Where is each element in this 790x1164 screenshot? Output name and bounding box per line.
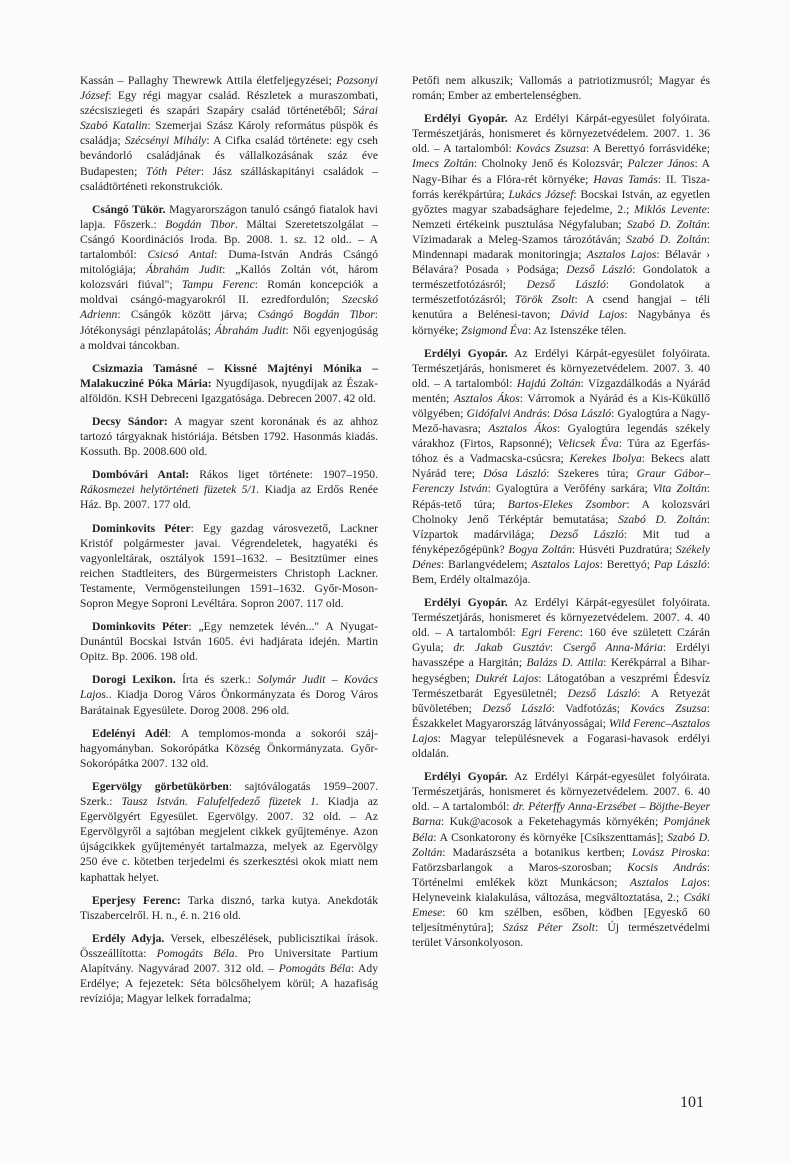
author-name: Kocsis András — [627, 860, 707, 874]
entry-text: : Kuk@acosok a Feketehagymás környékén; — [440, 815, 664, 829]
author-name: Balázs D. Attila — [526, 656, 604, 670]
author-name: Tóth Péter — [145, 164, 201, 178]
author-name: Dávid Lajos — [560, 308, 625, 322]
author-name: Tausz István. Falufelfedező füzetek 1. — [121, 795, 319, 809]
author-name: Dezső László — [567, 686, 638, 700]
entry-heading: Eperjesy Ferenc: — [92, 893, 181, 907]
entry-text: Versek, elbeszélések, publicisztikai írások. Összeállította: — [80, 931, 378, 960]
bibliography-entry — [80, 726, 378, 771]
entry-heading: Egervölgy görbetükörben — [92, 779, 229, 793]
author-name: Dukrét Lajos — [475, 671, 539, 685]
author-name: Zsigmond Éva — [461, 323, 528, 337]
bibliography-entry — [80, 672, 378, 717]
entry-text: : Ady Erdélye; A fejezetek: Séta bölcsőhelyem körül; A hazafiság revíziója; Magyar lelkek forradalma; — [80, 961, 378, 1006]
entry-text: : Az Istenszéke télen. — [527, 323, 627, 337]
author-name: Szecskó Adrienn — [80, 293, 378, 322]
entry-text: : „Kallós Zoltán vót, három kolozsvári fiúval"; — [80, 263, 378, 292]
bibliography-entry — [80, 73, 378, 194]
author-name: Ábrahám Judit — [145, 263, 223, 277]
entry-heading: Erdélyi Gyopár. — [424, 346, 508, 360]
entry-heading: Erdélyi Gyopár. — [424, 770, 508, 784]
entry-text: : Jótékonysági pénzlapátolás; — [80, 308, 378, 337]
author-name: Török Zsolt — [514, 293, 575, 307]
entry-text: : Vízpartok madárvilága; — [412, 512, 710, 541]
entry-text: : Berettyó; — [599, 557, 654, 571]
author-name: Pomogáts Béla — [278, 961, 351, 975]
author-name: Szabó D. Zoltán — [618, 512, 707, 526]
author-name: Csicsó Antal — [147, 248, 215, 262]
bibliography-entry — [80, 619, 378, 664]
entry-text: : Cholnoky Jenő és Kolozsvár; — [473, 157, 628, 171]
author-name: Csáki Emese — [412, 890, 710, 919]
author-name: Lovász Piroska — [631, 845, 707, 859]
author-name: Dezső László — [526, 278, 606, 292]
bibliography-entry — [80, 467, 378, 512]
bibliography-entry — [80, 931, 378, 1006]
entry-text: Az Erdélyi Kárpát-egyesület folyóirata. Természetjárás, honismeret és környezetvédelem. 2007. 4. 40 old. – A tartalomból: — [412, 596, 710, 640]
author-name: Hajdú Zoltán — [516, 376, 581, 390]
entry-heading: Dombóvári Antal: — [92, 468, 190, 482]
entry-text: : Répás-tető túra; — [412, 482, 711, 511]
entry-text: : Egy gazdag városvezető, Lackner Kristóf polgármester javai. Végrendeletek, hagyatéki és vagyonleltárak, osztályok 1591–1632. – Besitztümer eines reichen Stadtleiters, des Bürgermeisters Christoph Lackner. Testamente, Vermögensteilungen 1591–1632. Győr-Moson-Sopron Megye Soproni Levéltára. Sopron 2007. 117 old. — [80, 521, 378, 610]
author-name: Wild Ferenc–Asztalos Lajos — [412, 716, 710, 745]
author-name: Szabó D. Zoltán — [412, 830, 710, 859]
entry-text: : Helyneveink kialakulása, változása, megváltoztatása, 2.; — [412, 875, 711, 904]
author-name: Bogya Zoltán — [508, 542, 573, 556]
author-name: Dósa László — [483, 467, 547, 481]
entry-text: : Gyalogtúra a Verőfény sarkára; — [487, 482, 653, 496]
entry-text: Petőfi nem alkuszik; Vallomás a patriotizmusról; Magyar és román; Ember az embertelenségben. — [412, 74, 710, 103]
author-name: Szabó D. Zoltán — [626, 232, 707, 246]
entry-text: : Női egyenjogúság a moldvai táncokban. — [80, 323, 378, 352]
entry-text: : Gondolatok a természetfotózásról; — [412, 278, 710, 307]
entry-text: Tarka disznó, tarka kutya. Anekdoták Tiszabercelről. H. n., é. n. 216 old. — [80, 893, 379, 922]
entry-text: : 60 km szélben, esőben, ködben [Egyeskő 60 teljesítménytúra]; — [412, 905, 710, 935]
entry-text: . Máltai Szeretetszolgálat – Csángó Koordinációs Iroda. Bp. 2008. 1. sz. 12 old.. – A tartalomból: — [80, 217, 378, 262]
entry-text: : Északkelet Magyarország látványosságai; — [412, 701, 710, 730]
author-name: dr. Péterffy Anna-Erzsébet – Böjthe-Beyer Barna — [412, 800, 710, 829]
author-name: Rákosmezei helytörténeti füzetek 5/1. — [80, 483, 260, 497]
page-number: 101 — [680, 1094, 704, 1111]
entry-heading: Dominkovits Péter — [92, 620, 189, 634]
author-name: Asztalos Ákos — [453, 391, 520, 405]
entry-heading: Csángó Tükör. — [92, 202, 166, 216]
entry-text: . Kiadja Dorog Város Önkormányzata és Dorog Város Barátainak Egyesülete. Dorog 2008. 296 old. — [80, 688, 378, 717]
entry-text: : Vízimadarak a Meleg-Szamos tározótáván; — [412, 217, 710, 246]
entry-text: : A Nagy-Bihar és a Flóra-rét környéke; — [412, 157, 711, 186]
author-name: Asztalos Lajos — [586, 248, 657, 262]
entry-text: Írta és szerk.: — [175, 673, 258, 687]
author-name: Dósa László — [553, 406, 612, 420]
author-name: Szász Péter Zsolt — [503, 921, 595, 935]
author-name: Miklós Levente — [634, 202, 707, 216]
entry-text: : Húsvéti Puzdratúra; — [572, 542, 676, 556]
author-name: Havas Tamás — [593, 172, 658, 186]
bibliography-entry — [412, 595, 710, 761]
entry-heading: Csizmazia Tamásné – Kissné Majtényi Mónika – Malakucziné Póka Mária: — [80, 361, 378, 390]
author-name: Pomogáts Béla — [156, 946, 235, 960]
entry-text: : A Berettyó forrásvidéke; — [586, 142, 711, 156]
entry-text: : Várromok a Nyárád és a Kis-Küküllő völgyében; — [412, 391, 711, 420]
entry-text: : Bekecs alatt Nyárád tere; — [412, 452, 710, 481]
entry-text: : Egy régi magyar család. Részletek a muraszombati, szécsisziegeti és szapári Szapáry család történetéből; — [80, 89, 378, 118]
bibliography-entry — [412, 346, 710, 588]
entry-text: : Madarászséta a botanikus kertben; — [442, 845, 632, 859]
entry-text: : „Egy nemzetek lévén..." A Nyugat-Dunántúl Bocskai István 1605. évi hadjárata idején. Martin Opitz. Bp. 2006. 198 old. — [80, 620, 378, 664]
bibliography-entry — [80, 779, 378, 885]
entry-text: : Történelmi emlékek közt Munkácson; — [412, 860, 710, 889]
author-name: Pap László — [653, 557, 707, 571]
bibliography-entry — [80, 893, 378, 923]
entry-text: : A csend hangjai – téli kenutúra a Belénesi-tavon; — [412, 293, 711, 322]
entry-text: : Csángók között járva; — [117, 308, 258, 322]
author-name: Graur Gábor–Ferenczy István — [412, 467, 710, 496]
entry-text: : A Csonkatorony és környéke [Csíkszenttamás]; — [433, 830, 668, 844]
entry-text: : II. Tisza-forrás kerékpártúra; — [412, 172, 710, 201]
entry-text: Az Erdélyi Kárpát-egyesület folyóirata. Természetjárás, honismeret és környezetvédelem. 2007. 1. 36 old. – A tartalomból: — [412, 112, 710, 156]
author-name: Gidófalvi András — [466, 406, 547, 420]
entry-text: Nyugdíjasok, nyugdíjak az Észak-alföldön. KSH Debreceni Igazgatósága. Debrecen 2007. 42 old. — [80, 376, 379, 405]
entry-text: : Vízgazdálkodás a Nyárád mentén; — [412, 376, 710, 405]
entry-text: : Mindennapi madarak monitoringja; — [412, 232, 710, 262]
entry-text: : A templomos-monda a sokorói száj-hagyományban. Sokorópátka Község Önkormányzata. Győr-Sokorópátka 2007. 132 old. — [80, 726, 379, 770]
bibliography-entry — [80, 414, 378, 459]
author-name: Dezső László — [549, 527, 624, 541]
entry-text: Az Erdélyi Kárpát-egyesület folyóirata. Természetjárás, honismeret és környezetvédelem. 2007. 6. 40 old. – A tartalomból: — [412, 770, 710, 814]
bibliography-entry — [80, 361, 378, 406]
author-name: Lukács József — [508, 187, 574, 201]
entry-text: : — [549, 641, 563, 655]
author-name: Szécsényi Mihály — [124, 134, 207, 148]
entry-text: : — [546, 406, 554, 420]
author-name: Tampu Ferenc — [181, 278, 255, 292]
entry-text: : Mit tud a fényképezőgépünk? — [412, 527, 711, 556]
entry-heading: Erdélyi Gyopár. — [424, 596, 508, 610]
entry-text: : 160 éve született Czárán Gyula; — [412, 626, 710, 655]
author-name: Asztalos Lajos — [531, 557, 600, 571]
author-name: Pomjánek Béla — [412, 815, 710, 844]
author-name: Palczer János — [627, 157, 695, 171]
bibliography-entry — [412, 111, 710, 337]
entry-text: : A Cifka család története: egy cseh bevándorló családjának és vállalkozásának száz éve Budapesten; — [80, 134, 378, 178]
author-name: Egri Ferenc — [521, 626, 580, 640]
entry-text: Az Erdélyi Kárpát-egyesület folyóirata. Természetjárás, honismeret és környezetvédelem. 2007. 3. 40 old. – A tartalomból: — [412, 346, 710, 390]
entry-heading: Erdélyi Gyopár. — [424, 112, 508, 126]
entry-text: : Erdélyi havasszépe a Hargitán; — [412, 641, 711, 670]
entry-text: Kiadja az Erdős Renée Ház. Bp. 2007. 177 old. — [80, 483, 378, 512]
entry-text: : Látogatóban a veszprémi Édesvíz Természetbarát Egyesületnél; — [412, 671, 710, 700]
author-name: Bartos-Elekes Zsombor — [507, 497, 627, 511]
entry-text: : Duma-István András Csángó mitológiája; — [80, 248, 378, 277]
entry-heading: Erdély Adyja. — [92, 931, 165, 945]
author-name: Kovács Zsuzsa — [630, 701, 707, 715]
author-name: Dezső László — [482, 701, 552, 715]
author-name: Velicsek Éva — [557, 437, 619, 451]
bibliography-entry — [80, 202, 378, 353]
entry-text: : Nemzeti értékeink pusztulása Négyfaluban; — [412, 202, 710, 231]
entry-text: : Gondolatok a természetfotózásról; — [412, 263, 710, 292]
author-name: Solymár Judit – Kovács Lajos. — [80, 673, 379, 702]
left-column — [80, 73, 378, 1014]
entry-text: : Nagybánya és környéke; — [412, 308, 710, 337]
author-name: Asztalos Ákos — [488, 422, 557, 436]
author-name: Csángó Bogdán Tibor — [257, 308, 375, 322]
entry-text: : sajtóválogatás 1959–2007. Szerk.: — [80, 779, 378, 809]
author-name: Asztalos Lajos — [629, 875, 707, 889]
entry-text: : Bélavár › Bélavára? Posada › Podsága; — [412, 248, 711, 277]
entry-text: : Bocskai István, az egyetlen győztes magyar szabadsághare fejedelme, 2.; — [412, 187, 710, 216]
author-name: Pozsonyi József — [80, 74, 378, 103]
author-name: Csergő Anna-Mária — [562, 641, 663, 655]
bibliography-entry — [412, 769, 710, 950]
author-name: Bogdán Tibor — [165, 217, 235, 231]
entry-heading: Edelényi Adél — [92, 726, 168, 740]
entry-text: : Fatörzsbarlangok a Maros-szorosban; — [412, 845, 711, 874]
entry-text: : Vadfotózás; — [551, 701, 631, 715]
entry-text: : Szekeres túra; — [546, 467, 637, 481]
author-name: Szabó D. Zoltán — [626, 217, 707, 231]
author-name: Dezső László — [566, 263, 633, 277]
entry-heading: Dorogi Lexikon. — [92, 673, 176, 687]
entry-text: : Új természetvédelmi terület Vársonkolyoson. — [412, 921, 710, 950]
entry-text: . Pro Universitate Partium Alapítvány. Nagyvárad 2007. 312 old. – — [80, 946, 378, 975]
author-name: Ábrahám Judit — [215, 323, 286, 337]
author-name: Kovács Zsuzsa — [516, 142, 586, 156]
author-name: Kerekes Ibolya — [569, 452, 642, 466]
entry-text: : Magyar településnevek a Fogarasi-havasok erdélyi oldalán. — [412, 731, 710, 761]
bibliography-entry — [80, 521, 378, 612]
entry-text: : Kerékpárral a Bihar-hegységben; — [412, 656, 710, 685]
entry-heading: Dominkovits Péter — [92, 521, 191, 535]
entry-text: : Szemerjai Szász Károly református püspök és családja; — [80, 119, 378, 148]
entry-text: Kiadja az Egervölgyért Egyesület. Egervölgy. 2007. 32 old. – Az Egervölgyről a sajtóban megjelent cikkek gyűjteménye. Azon újságcikkek gyűjteményét tartalmazza, melyek az Egervölgy 250 éve c. kötetben terjedelmi és szerkesztési okok miatt nem kaphattak helyet. — [80, 795, 378, 884]
entry-text: : A Retyezát bűvöletében; — [412, 686, 710, 715]
entry-text: Magyarországon tanuló csángó fiatalok havi lapja. Főszerk.: — [80, 202, 378, 231]
entry-text: A magyar szent koronának és az ahhoz tartozó tárgyaknak históriája. Bétsben 1792. Hasonmás kiadás. Kossuth. Bp. 2008.600 old. — [80, 414, 378, 459]
author-name: Imecs Zoltán — [412, 157, 474, 171]
entry-text: : Jász szálláskapitányi családok – családtörténeti rekonstrukciók. — [80, 164, 378, 193]
entry-text: : A kolozsvári Cholnoky Jenő Térképtár bemutatása; — [412, 497, 711, 526]
entry-text: : Túra az Egerfás-tóhoz és a Vadmacska-csúcsra; — [412, 437, 711, 466]
entry-text: : Román koncepciók a moldvai csángó-magyarokról II. ezredfordulón; — [80, 278, 378, 307]
entry-text: : Gyalogtúra a Nagy-Mező-havasra; — [412, 406, 711, 436]
right-column — [412, 73, 710, 958]
bibliography-entry — [412, 73, 710, 103]
entry-text: : Gyalogtúra legendás székely várakhoz (Firtos, Rapsonné); — [412, 422, 710, 451]
author-name: Sárai Szabó Katalin — [80, 104, 378, 133]
entry-text: : Barlangvédelem; — [440, 557, 532, 571]
entry-heading: Decsy Sándor: — [92, 414, 168, 428]
entry-text: Kassán – Pallaghy Thewrewk Attila életfeljegyzései; — [80, 74, 337, 87]
author-name: Vita Zoltán — [652, 482, 707, 496]
entry-text: : Bem, Erdély oltalmazója. — [412, 557, 710, 586]
author-name: Székely Dénes — [412, 542, 710, 571]
author-name: dr. Jakab Gusztáv — [453, 641, 550, 655]
entry-text: Rákos liget története: 1907–1950. — [189, 468, 378, 482]
